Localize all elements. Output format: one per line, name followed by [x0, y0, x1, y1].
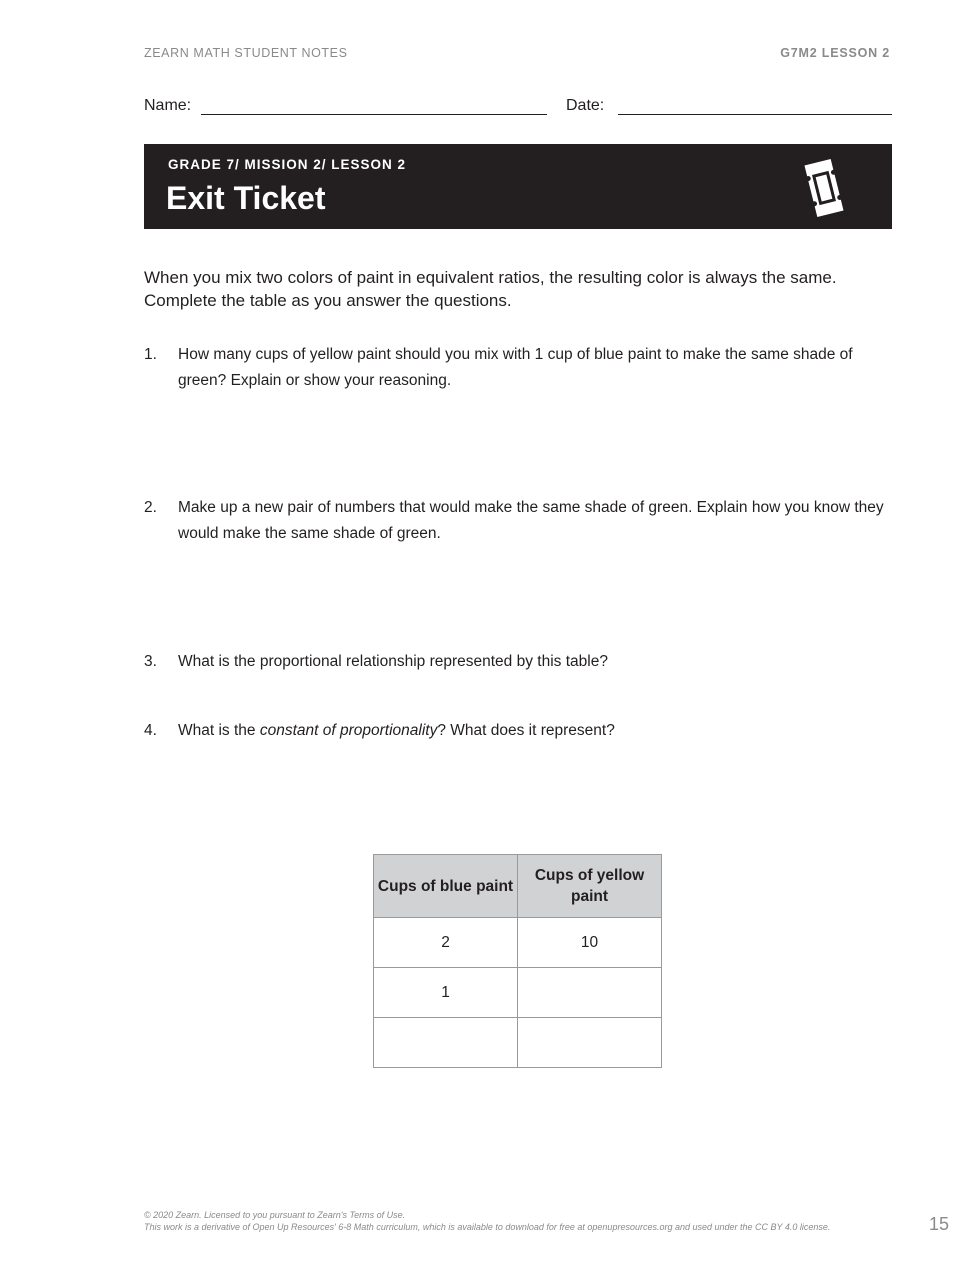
ratio-table — [373, 854, 662, 1068]
table-header-row — [374, 855, 662, 918]
intro-paragraph — [144, 266, 894, 312]
question-number: 1. — [144, 346, 157, 363]
question-2 — [144, 495, 889, 547]
question-text — [178, 718, 889, 744]
question-4 — [144, 718, 889, 744]
name-label: Name: — [144, 97, 192, 114]
ticket-icon — [799, 158, 849, 223]
intro-line-1: When you mix two colors of paint in equivalent ratios, the resulting color is always the same. — [144, 268, 837, 287]
table-row — [374, 918, 662, 968]
table-row — [374, 1018, 662, 1068]
table-row — [374, 968, 662, 1018]
intro-line-2: Complete the table as you answer the questions. — [144, 291, 512, 310]
question-text: Make up a new pair of numbers that would make the same shade of green. Explain how you know they would make the same shade of green. — [178, 499, 884, 542]
question-3 — [144, 649, 889, 675]
question-number: 2. — [144, 499, 157, 516]
table-cell[interactable] — [518, 968, 662, 1018]
table-header-yellow: Cups of yellow paint — [518, 855, 662, 918]
question-number: 4. — [144, 722, 157, 739]
table-cell[interactable] — [374, 1018, 518, 1068]
question-1 — [144, 342, 889, 394]
question-text-emphasis: constant of proportionality — [259, 722, 438, 739]
table-cell[interactable]: 10 — [518, 918, 662, 968]
question-text-after: ? What does it represent? — [437, 722, 615, 739]
running-header-right: G7M2 LESSON 2 — [780, 46, 890, 60]
footer-license — [144, 1209, 830, 1233]
table-cell[interactable] — [518, 1018, 662, 1068]
date-field[interactable] — [618, 114, 892, 115]
question-text-before: What is the — [178, 722, 260, 739]
banner-subtitle: GRADE 7/ MISSION 2/ LESSON 2 — [168, 157, 407, 172]
table-cell[interactable]: 2 — [374, 918, 518, 968]
running-header-left: ZEARN MATH STUDENT NOTES — [144, 46, 348, 60]
question-number: 3. — [144, 653, 157, 670]
banner-title: Exit Ticket — [166, 180, 326, 216]
table-header-blue: Cups of blue paint — [374, 855, 518, 918]
question-text: How many cups of yellow paint should you mix with 1 cup of blue paint to make the same shade of green? Explain or show your reasoning. — [178, 346, 853, 389]
page-number: 15 — [928, 1214, 949, 1234]
exit-ticket-banner — [144, 144, 892, 229]
footer-line-2: This work is a derivative of Open Up Resources' 6-8 Math curriculum, which is available to download for free at openupresources.org and used under the CC BY 4.0 license. — [144, 1222, 831, 1232]
table-cell[interactable]: 1 — [374, 968, 518, 1018]
date-label: Date: — [566, 97, 605, 114]
name-field[interactable] — [201, 114, 547, 115]
question-text: What is the proportional relationship represented by this table? — [178, 653, 608, 670]
footer-line-1: © 2020 Zearn. Licensed to you pursuant to Zearn's Terms of Use. — [144, 1210, 406, 1220]
